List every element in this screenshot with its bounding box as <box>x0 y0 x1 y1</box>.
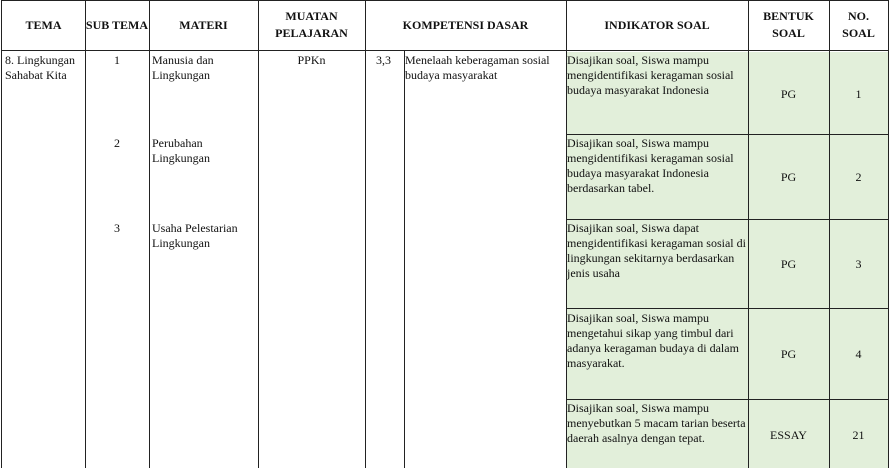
grid-line <box>566 399 889 400</box>
indikator-line: daerah asalnya dengan tepat. <box>567 431 705 445</box>
indikator-cell <box>567 221 747 281</box>
indikator-line: Disajikan soal, Siswa mampu <box>567 401 709 415</box>
indikator-line: Disajikan soal, Siswa dapat <box>567 221 699 235</box>
indikator-cell <box>567 53 747 98</box>
grid-line <box>748 0 749 468</box>
header-bentuk-soal <box>748 0 829 50</box>
bentuk-soal-cell: ESSAY <box>770 428 807 442</box>
no-soal-cell: 2 <box>855 170 862 184</box>
header-indikator-soal <box>566 0 748 50</box>
materi-line: Lingkungan <box>152 236 210 250</box>
indikator-line: mengidentifikasi keragaman sosial <box>567 151 734 165</box>
header-materi <box>149 0 258 50</box>
materi-line: Lingkungan <box>152 68 210 82</box>
sub-tema-number: 2 <box>114 136 120 150</box>
muatan-cell: PPKn <box>297 53 326 67</box>
grid-line <box>566 0 567 468</box>
kd-text-line: Menelaah keberagaman sosial <box>405 53 550 67</box>
materi-line: Lingkungan <box>152 151 210 165</box>
grid-line <box>1 0 889 1</box>
indikator-cell <box>567 311 747 371</box>
bentuk-soal-cell: PG <box>780 170 797 184</box>
header-muatan-line-2: PELAJARAN <box>275 26 348 40</box>
header-muatan-line-1: MUATAN <box>285 9 338 23</box>
header-tema <box>2 0 85 50</box>
materi-cell <box>152 136 257 166</box>
grid-line <box>829 0 830 468</box>
grid-line <box>258 0 259 468</box>
indikator-cell <box>567 401 747 446</box>
header-bentuk-line-2: SOAL <box>772 26 805 40</box>
kd-text <box>405 53 565 83</box>
indikator-line: mengetahui sikap yang timbul dari <box>567 326 734 340</box>
header-no-soal <box>829 0 888 50</box>
bentuk-soal-cell: PG <box>780 257 797 271</box>
indikator-line: budaya masyarakat Indonesia <box>567 166 709 180</box>
indikator-line: mengidentifikasi keragaman sosial <box>567 68 734 82</box>
materi-line: Perubahan <box>152 136 203 150</box>
header-kompetensi-dasar <box>365 0 566 50</box>
header-muatan-pelajaran <box>258 0 365 50</box>
materi-line: Usaha Pelestarian <box>152 221 238 235</box>
header-kd-text: KOMPETENSI DASAR <box>402 17 529 32</box>
no-soal-cell: 4 <box>855 347 862 361</box>
grid-line <box>85 0 86 468</box>
grid-line <box>888 0 889 468</box>
header-no-line-2: SOAL <box>842 26 875 40</box>
grid-line <box>566 134 889 135</box>
indikator-line: Disajikan soal, Siswa mampu <box>567 136 709 150</box>
kd-text-line: budaya masyarakat <box>405 68 498 82</box>
tema-line-2: Sahabat Kita <box>5 68 67 82</box>
no-soal-cell: 21 <box>852 428 865 442</box>
header-bentuk-line-1: BENTUK <box>763 9 814 23</box>
sub-tema-number: 3 <box>114 221 120 235</box>
grid-line <box>1 0 2 468</box>
tema-line-1: 8. Lingkungan <box>5 53 75 67</box>
grid-line <box>149 0 150 468</box>
grid-line <box>1 50 889 51</box>
header-no-line-1: NO. <box>848 9 869 23</box>
kd-number: 3,3 <box>376 53 391 67</box>
indikator-line: adanya keragaman budaya di dalam <box>567 341 739 355</box>
indikator-line: Disajikan soal, Siswa mampu <box>567 311 709 325</box>
grid-line <box>566 308 889 309</box>
bentuk-soal-cell: PG <box>780 347 797 361</box>
indikator-line: lingkungan sekitarnya berdasarkan <box>567 251 735 265</box>
indikator-cell <box>567 136 747 196</box>
indikator-line: budaya masyarakat Indonesia <box>567 83 709 97</box>
indikator-line: mengidentifikasi keragaman sosial di <box>567 236 746 250</box>
grid-line <box>365 0 366 468</box>
header-tema-text: TEMA <box>25 17 62 32</box>
header-indikator-text: INDIKATOR SOAL <box>604 17 710 32</box>
no-soal-cell: 3 <box>855 257 862 271</box>
materi-cell <box>152 221 257 251</box>
materi-line: Manusia dan <box>152 53 214 67</box>
header-sub-tema <box>85 0 149 50</box>
no-soal-cell: 1 <box>855 87 862 101</box>
indikator-line: berdasarkan tabel. <box>567 181 655 195</box>
tema-cell <box>5 53 85 83</box>
sub-tema-number: 1 <box>114 53 120 67</box>
indikator-line: Disajikan soal, Siswa mampu <box>567 53 709 67</box>
grid-line <box>404 50 405 468</box>
materi-cell <box>152 53 257 83</box>
grid-line <box>566 219 889 220</box>
header-materi-text: MATERI <box>179 17 228 32</box>
indikator-line: menyebutkan 5 macam tarian beserta <box>567 416 746 430</box>
header-sub-tema-text: SUB TEMA <box>85 17 149 32</box>
bentuk-soal-cell: PG <box>780 87 797 101</box>
indikator-line: jenis usaha <box>567 266 620 280</box>
indikator-line: masyarakat. <box>567 356 625 370</box>
